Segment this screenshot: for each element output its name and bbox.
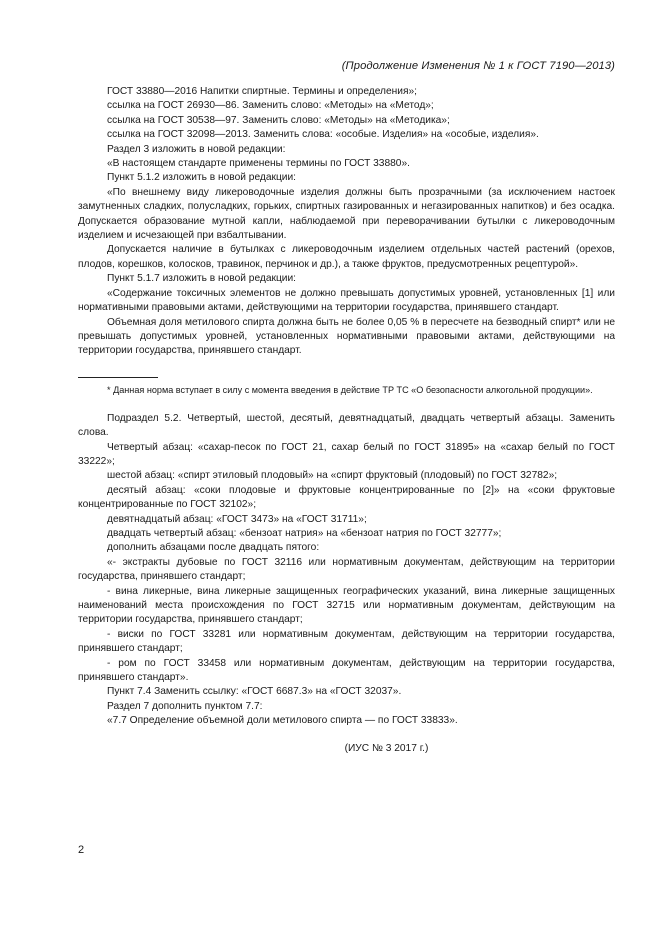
continuation-header: (Продолжение Изменения № 1 к ГОСТ 7190—2013) bbox=[341, 60, 615, 72]
paragraph: Пункт 5.1.7 изложить в новой редакции: bbox=[107, 273, 297, 285]
paragraph: девятнадцатый абзац: «ГОСТ 3473» на «ГОСТ 31711»; bbox=[107, 513, 367, 525]
paragraph: двадцать четвертый абзац: «бензоат натрия» на «бензоат натрия по ГОСТ 32777»; bbox=[107, 527, 502, 539]
paragraph: Пункт 5.1.2 изложить в новой редакции: bbox=[107, 172, 297, 184]
paragraph: Пункт 7.4 Заменить ссылку: «ГОСТ 6687.3» на «ГОСТ 32037». bbox=[107, 686, 402, 698]
paragraph: ссылка на ГОСТ 26930—86. Заменить слово: «Методы» на «Метод»; bbox=[107, 100, 434, 112]
paragraph: Четвертый абзац: «сахар-песок по ГОСТ 21, сахар белый по ГОСТ 31895» на «сахар белый по ГОСТ 33222»; bbox=[78, 441, 615, 467]
footnote: * Данная норма вступает в силу с момента введения в действие ТР ТС «О безопасности алкогольной продукции». bbox=[107, 384, 593, 395]
paragraph: ссылка на ГОСТ 32098—2013. Заменить слова: «особые. Изделия» на «особые, изделия». bbox=[107, 129, 539, 141]
paragraph: Подраздел 5.2. Четвертый, шестой, десятый, девятнадцатый, двадцать четвертый абзацы. Заменить слова. bbox=[78, 412, 615, 439]
paragraph: Допускается наличие в бутылках с ликероводочным изделием отдельных частей растений (орехов, плодов, корешков, колосков, травинок, перчинок и др.), а также фруктов, предусмотренных рецептурой». bbox=[78, 244, 615, 270]
paragraph: Раздел 3 изложить в новой редакции: bbox=[107, 143, 286, 155]
paragraph: ГОСТ 33880—2016 Напитки спиртные. Термины и определения»; bbox=[107, 86, 417, 97]
paragraph: - ром по ГОСТ 33458 или нормативным документам, действующим на территории государства, принявшего стандарт». bbox=[78, 657, 615, 684]
paragraph: Объемная доля метилового спирта должна быть не более 0,05 % в пересчете на безводный спирт* или не превышать допустимых уровней, установленных нормативными правовыми актами, действующими на территории государства, принявшего стандарт. bbox=[78, 316, 615, 357]
page-number: 2 bbox=[78, 844, 85, 856]
ius-reference: (ИУС № 3 2017 г.) bbox=[344, 742, 429, 754]
paragraph: Раздел 7 дополнить пунктом 7.7: bbox=[107, 700, 263, 712]
paragraph: - вина ликерные, вина ликерные защищенных географических указаний, вина ликерные защищенных наименований места происхождения по ГОСТ 32715 или нормативным документам, действующим на территории государства, принявшего стандарт; bbox=[78, 585, 615, 626]
paragraph: «- экстракты дубовые по ГОСТ 32116 или нормативным документам, действующим на территории государства, принявшего стандарт; bbox=[78, 556, 615, 583]
paragraph: «В настоящем стандарте применены термины по ГОСТ 33880». bbox=[107, 158, 410, 170]
paragraph: - виски по ГОСТ 33281 или нормативным документам, действующим на территории государства, принявшего стандарт; bbox=[78, 628, 615, 655]
paragraph: дополнить абзацами после двадцать пятого: bbox=[107, 542, 320, 554]
paragraph: десятый абзац: «соки плодовые и фруктовые концентрированные по [2]» на «соки фруктовые концентрированные по ГОСТ 32102»; bbox=[78, 484, 615, 511]
paragraph: «По внешнему виду ликероводочные изделия должны быть прозрачными (за исключением настоек замутненных сладких, полусладких, горьких, спиртных газированных и негазированных напитков) и без осадка. Допускается образование мутной капли, наблюдаемой при переворачивании бутылки с ликероводочным изделием и исчезающей при взбалтывании. bbox=[78, 186, 615, 242]
paragraph: «Содержание токсичных элементов не должно превышать допустимых уровней, установленных [1] или нормативными правовыми актами, действующими на территории государства, принявшего стандарт. bbox=[78, 287, 615, 314]
paragraph: «7.7 Определение объемной доли метилового спирта — по ГОСТ 33833». bbox=[107, 715, 458, 727]
footnote-separator bbox=[78, 377, 158, 378]
document-body bbox=[78, 85, 615, 756]
paragraph: шестой абзац: «спирт этиловый плодовый» на «спирт фруктовый (плодовый) по ГОСТ 32782»; bbox=[107, 470, 558, 482]
paragraph: ссылка на ГОСТ 30538—97. Заменить слово: «Методы» на «Методика»; bbox=[107, 114, 450, 126]
spacer bbox=[78, 397, 615, 412]
